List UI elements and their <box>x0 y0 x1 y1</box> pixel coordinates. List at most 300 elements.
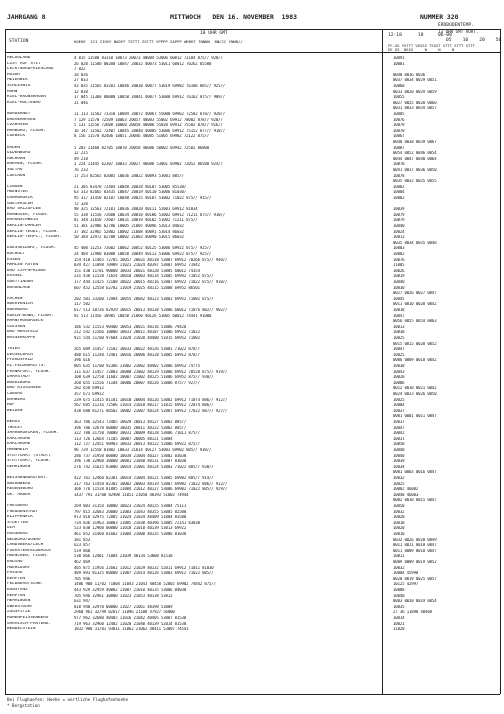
station-observation: 5 131 11556 72608 10060 20058 40086 55020 69912 75582 878// 916// <box>74 123 223 128</box>
station-extra: 10004 45998 <box>393 571 419 576</box>
station-extra: 27 36 11090 40408 <box>393 610 432 615</box>
station-observation: 98 325 12563 72101 10036 20020 40111 52001 69912 81034 <box>74 207 198 212</box>
station-extra: 10042 <box>393 431 405 436</box>
station-extra: 0037 0034 0029 0051 <box>393 78 437 83</box>
station-name: ZUGSPITZE <box>7 610 31 615</box>
station-extra: 0011 0010 0020 0042 <box>393 302 437 307</box>
station-observation: 17 045 11368 80000 10050 20041 40077 53008 69912 76162 875// 909// <box>74 95 226 100</box>
station-extra: 10091 <box>393 56 405 60</box>
station-name: HAHLEN ASTEN <box>7 263 39 268</box>
station-observation: 3 224 11445 62307 10033 20027 40088 53001 69902 72052 86500 924// <box>74 162 223 167</box>
station-name: ERDING <box>7 560 23 564</box>
station-name: PFERDSFELD <box>7 358 33 363</box>
station-observation: 530 866 12401 71004 21039 40134 53008 81530 <box>74 554 173 559</box>
issue-number: NUMMER 320 <box>420 13 459 21</box>
station-name: NEUBURG/DONAU <box>7 537 41 542</box>
station-name: DUESSELDORF, FLUGH. <box>7 246 57 251</box>
station-observation: 117 502 <box>74 302 91 307</box>
station-extra: 0044 0047 0048 0064 <box>393 156 437 161</box>
header-rule-top <box>5 29 500 30</box>
station-extra: 0041 0037 0036 0050 <box>393 168 437 172</box>
table-rule-bottom <box>5 694 500 695</box>
station-observation: 113 726 12664 71105 10007 20005 40121 53004 <box>74 436 173 441</box>
station-name: KL.FELDBERG/TS. <box>7 364 46 368</box>
station-name: COBURG <box>7 392 23 396</box>
station-name: FRANKFURT, FLUGH. <box>7 369 51 374</box>
soil-temp-title: ERDBODENTEMP. <box>438 23 474 28</box>
station-name: PASSAU <box>7 571 23 576</box>
station-extra: 10068 <box>393 84 405 88</box>
station-name: MUEHLDORF <box>7 565 31 570</box>
station-extra: 0001 0001 0011 0047 <box>393 414 437 419</box>
station-observation: 55 338 11556 72608 10034 20018 40106 53002 69912 71211 875// 910// <box>74 212 226 217</box>
station-observation: 151 430 11/01 90000 10033 20021 40120 53005 60012 74354 <box>74 268 200 273</box>
station-name: NUERNBERG <box>7 481 31 486</box>
station-observation: 45 400 11253 72602 10062 20052 40125 53006 69922 875// 925// <box>74 246 212 251</box>
station-name: TRIER <box>7 347 20 352</box>
station-observation: 81 348 31650 72607 10031 20019 40102 51002 71211 875// <box>74 218 198 223</box>
station-extra: 10078 <box>393 162 405 167</box>
station-extra: 10047 <box>393 425 405 430</box>
station-extra: 0015 0015 0020 0052 <box>393 341 437 346</box>
station-name: BERLIN-TEGEL, FLUGH. <box>7 229 59 234</box>
station-extra: 10008 <box>393 588 405 592</box>
station-extra: 10079 <box>393 218 405 223</box>
station-observation: 734 836 31963 30003 11005 21030 40396 53005 72141 83030 <box>74 520 200 525</box>
station-observation: 154 410 11465 72705 10057 20031 40118 53007 69912 70266 875// 940// <box>74 257 228 262</box>
station-extra: 10082 <box>393 252 405 256</box>
station-name: STOETTEN <box>7 520 28 525</box>
station-extra: 0024 0023 0026 0050 <box>393 392 437 396</box>
station-extra: 10021 <box>393 621 405 626</box>
station-name: BREMEN, FLUGH. <box>7 162 44 167</box>
station-extra: 10026 <box>393 268 405 273</box>
range-06-08: 06-08 <box>438 33 452 38</box>
station-name: STUTTGART (STADT) <box>7 453 51 458</box>
station-extra: 10028 <box>393 375 405 380</box>
station-observation: 43 035 11565 83201 10046 20038 40077 53019 69982 76188 885// 925// <box>74 84 226 88</box>
station-observation: 317 763 11450 82302 10002 20003 40119 53007 69902 71022 886// 912// <box>74 481 228 486</box>
station-name: KASSEL <box>7 274 23 279</box>
station-observation: 810 948 32970 00000 11027 21061 48398 53009 <box>74 604 173 609</box>
station-name: KEMPTEN <box>7 576 26 581</box>
station-name: LINGEN <box>7 184 23 189</box>
station-extra: 10020 <box>393 526 405 531</box>
station-observation: 27 033 <box>74 78 88 83</box>
station-observation: 5 203 11468 82705 10070 20058 40086 58002 69942 72582 86800 <box>74 145 210 150</box>
station-observation: 357 671 69922 <box>74 392 104 396</box>
station-extra: 0002 0010 0015 0047 <box>393 498 437 503</box>
station-name: FELDBERG/SCHW. <box>7 582 44 587</box>
station-extra: 10025 <box>393 397 405 402</box>
station-observation: 977 962 32680 40405 11016 21042 40405 53007 81530 <box>74 616 187 620</box>
station-extra: 10020 <box>393 515 405 520</box>
station-observation: 269 803 31154 10000 10023 21024 40125 53004 75111 <box>74 504 187 508</box>
station-extra: 10078 <box>393 173 405 178</box>
station-observation: 396 706 32670 80000 10035 20011 40122 53002 885// <box>74 425 187 430</box>
station-name: SOLTAU <box>7 168 23 172</box>
station-extra: 10050 <box>393 504 405 508</box>
station-name: KIEL-HOLTENAU <box>7 100 41 105</box>
station-extra: 10030 <box>393 364 405 368</box>
station-observation: 12 215 <box>74 151 88 156</box>
station-name: BAD SALZUFLEN <box>7 207 41 212</box>
station-extra: 10082 <box>393 184 405 189</box>
station-observation: 422 761 12460 82301 10014 21004 40121 53005 69902 885// 914// <box>74 476 214 480</box>
station-extra: 10039 <box>393 207 405 212</box>
station-name: MUENSTER <box>7 190 28 195</box>
station-extra: 10024 <box>393 229 405 234</box>
station-observation: 92 513 11456 10905 10050 21060 40126 53005 60012 74441 91000 <box>74 313 212 318</box>
station-extra: 10014 <box>393 616 405 620</box>
station-observation: 438 688 81271 80502 10002 21007 40124 52007 69912 77822 887// 927// <box>74 408 228 413</box>
station-extra: 10037 <box>393 408 405 413</box>
station-extra: 0031 0033 0034 0057 <box>393 106 437 111</box>
station-observation: 177 444 11425 72108 10022 20015 40116 52007 69922 71022 875// 910// <box>74 280 228 284</box>
station-name: BRAUNSCHWEIG <box>7 218 39 223</box>
station-extra: 10002 46002 <box>393 487 419 492</box>
station-name: MUENCHEN, FLUGH. <box>7 554 49 559</box>
station-observation: 705 946 32961 30000 11023 21053 40138 53012 <box>74 593 173 598</box>
station-observation: 96 729 12558 81802 10033 21014 40127 53003 69902 885// 930// <box>74 448 212 452</box>
station-name: HOHN <box>7 89 18 94</box>
station-observation: 719 963 32960 12402 11020 21040 40139 52014 81530 <box>74 621 187 626</box>
station-extra: 10125 42997 <box>393 582 419 587</box>
station-extra: 10047 <box>393 347 405 352</box>
station-extra: 10030 <box>393 330 405 335</box>
station-name: FREIBURG <box>7 504 28 508</box>
station-observation: 268 655 11556 71104 10006 20007 40126 53006 875// 927// <box>74 380 200 385</box>
station-name: MEIERWIK <box>7 78 28 83</box>
station-name: DEUSELBACH <box>7 352 33 357</box>
station-name: OLDENBURG <box>7 151 31 156</box>
station-name: NOERVENICH <box>7 302 33 307</box>
station-extra: 10058 <box>393 442 405 447</box>
station-name: CUXHAVEN <box>7 123 28 128</box>
soil-depths: 05 10 20 50 <box>446 38 502 43</box>
station-name: BOCHOLT <box>7 252 26 256</box>
station-name: LIST AUF SYLT <box>7 61 41 66</box>
column-codes-header: HOEHE III IIHVV NODFF TSTTT ZSTTT VPPPP SAPPP WRRRT TNNNN BNCCC YNNN// <box>74 39 243 44</box>
station-observation: 973 818 32975 72805 11024 21034 48409 51004 83500 <box>74 515 187 520</box>
station-extra: 10018 <box>393 520 405 525</box>
station-extra: 0006 0009 0018 0042 <box>393 358 437 363</box>
station-name: LUECHOW <box>7 173 26 178</box>
station-extra: 0040 0038 0039 0067 <box>393 140 437 144</box>
station-name: WENDELSTEIN <box>7 627 36 632</box>
station-extra: 11020 <box>393 627 405 632</box>
station-extra: 10013 <box>393 235 405 240</box>
station-name: BRAUNLAGE <box>7 285 31 290</box>
station-extra: 10034 <box>393 464 405 469</box>
station-extra: 10010 <box>393 532 405 536</box>
station-observation: 366 776 11528 81805 11004 21012 40127 53006 69902 71022 885// 929// <box>74 487 228 492</box>
station-observation: 523 838 12960 00000 11010 21010 40139 53013 69922 <box>74 526 187 531</box>
station-name: REGENSBURG <box>7 487 33 492</box>
station-name: AHLHORN <box>7 156 26 161</box>
station-extra: 0011 0011 0018 0047 <box>393 543 437 548</box>
station-name: WASSERKUPPE <box>7 336 36 340</box>
station-name: GR. ARBER <box>7 492 31 497</box>
station-extra: 0032 0026 0020 0049 <box>393 537 437 542</box>
station-extra: 0001 0003 0016 0047 <box>393 470 437 475</box>
station-observation: 623 857 <box>74 543 91 548</box>
station-name: ULM <box>7 526 15 531</box>
station-name: AACHEN <box>7 296 23 301</box>
range-12-18: 12-18 <box>388 33 402 38</box>
station-extra: 10070 <box>393 128 405 133</box>
station-name: DARMSTADT <box>7 375 31 380</box>
station-observation: 443 929 32959 40002 11007 21010 40135 53006 84030 <box>74 588 187 592</box>
station-observation: 63 313 82665 83435 10047 20019 40110 53006 81030/ <box>74 190 187 195</box>
station-observation: 462 869 <box>74 560 91 564</box>
station-name: GUETERSLOH <box>7 201 33 206</box>
mid-title: 18 UHR GMT <box>200 31 228 36</box>
station-name: SCHLESWIG <box>7 84 31 88</box>
station-extra: 10030 <box>393 285 405 290</box>
station-name: NORDERNEY <box>7 112 31 116</box>
station-extra: 0035 0032 0035 0055 <box>393 179 437 184</box>
station-name: KEMPTEN <box>7 593 26 598</box>
station-extra: 10085 <box>393 112 405 116</box>
volume-label: JAHRGANG 8 <box>7 13 46 21</box>
footnote-mountain: * Bergstation <box>7 703 40 708</box>
station-observation: 31 046 <box>74 100 88 105</box>
station-extra: 10032 <box>393 565 405 570</box>
station-extra: 10025 <box>393 336 405 340</box>
station-observation: 12 038 <box>74 89 88 94</box>
station-extra: 10037 <box>393 420 405 424</box>
station-observation: 202 501 33200 72904 10055 20042 40123 53003 69952 71082 875// <box>74 296 214 301</box>
station-name: OBERSTDORF <box>7 604 33 609</box>
date-line: MITTWOCH DEN 16. NOVEMBER 1983 <box>170 13 297 21</box>
station-name: LECK/NORDFRIESLAND <box>7 67 54 72</box>
station-name: HANNOVER, FLUGH. <box>7 212 49 217</box>
station-name: HOF <box>7 403 15 408</box>
station-observation: 76 233 <box>74 168 88 172</box>
station-observation: 567 685 11216 72506 11014 21018 40117 51015 69912 72074 886// <box>74 403 214 408</box>
station-extra: 10045 <box>393 296 405 301</box>
station-observation: 11 113 11562 73310 10084 20072 40067 55000 69962 72582 878// 920// <box>74 112 226 116</box>
station-observation: 396 616 <box>74 358 91 363</box>
station-name: LANDSBERG/LECH <box>7 543 44 548</box>
station-name: BERUS <box>7 420 20 424</box>
station-name: BAMBERG <box>7 397 26 402</box>
station-observation: 239 675 11415 81101 10010 20004 40126 53002 69912 71074 886// 912// <box>74 397 228 402</box>
station-extra: 10040 <box>393 280 405 284</box>
frame-right <box>500 29 501 694</box>
station-extra: 10081 <box>393 61 405 66</box>
station-extra: 0035 0034 0035 0048 <box>393 240 437 245</box>
station-extra: 10040 46003 <box>393 492 419 497</box>
station-extra: 10083 <box>393 246 405 251</box>
station-name: WEISSENBURG/BAY. <box>7 476 49 480</box>
column-divider <box>382 29 383 694</box>
station-observation: 21 305 83470 72404 10048 20028 40107 53005 85530/ <box>74 184 187 189</box>
station-name: BAD LIPPSPRINGE <box>7 268 46 273</box>
station-extra: 10039 <box>393 459 405 464</box>
station-observation: 7 022 <box>74 67 86 72</box>
station-name: ESSEN <box>7 257 20 262</box>
station-extra: 0012 0010 0021 0042 <box>393 386 437 391</box>
station-observation: 1437 791 31/00 82908 11051 21058 48393 51002 74944 <box>74 492 189 497</box>
station-observation: 839 427 11098 70909 11021 21024 40397 53007 69952 71942 <box>74 263 200 268</box>
station-extra: 11005 <box>393 263 405 268</box>
station-name: KOELN-BONN, FLUGH. <box>7 313 54 318</box>
station-observation: 322 708 31750 70000 10031 20009 40128 53006 71011 875// <box>74 431 200 436</box>
station-observation: 108 639 12758 11602 10007 21002 40125 51006 69952 875// 930// <box>74 375 214 380</box>
station-observation: 24 404 12980 83008 10058 20049 40113 53006 69922 875// 925// <box>74 252 212 256</box>
station-name: KONSTANZ <box>7 588 28 592</box>
station-observation: 265 609 31457 72102 10033 20022 40126 53001 71022 878// <box>74 347 200 352</box>
station-extra: 10087 <box>393 145 405 150</box>
station-name: FUERSTENFELDBRUCK <box>7 548 51 553</box>
station-extra: 0009 0009 0019 0052 <box>393 560 437 564</box>
station-name: OEHRINGEN <box>7 464 31 469</box>
station-name: SAARBRUECKEN, FLUGH. <box>7 431 59 436</box>
station-extra: 0020 0019 0025 0057 <box>393 576 437 581</box>
station-extra: 10032 <box>393 509 405 514</box>
station-extra: 0054 0052 0046 0054 <box>393 151 437 156</box>
footnote-airport: Bei Flughaefen: Hoehe = oertliche Flughafenhoehe <box>7 697 129 702</box>
station-name: NUERBURG <box>7 308 28 312</box>
station-name: LUEBECK <box>7 134 26 139</box>
station-extra: 10079 <box>393 212 405 217</box>
station-observation: 396 738 32960 30000 10001 21040 40131 53007 83030 <box>74 459 187 464</box>
station-observation: 1832 980 31/01 93011 11062 21062 48411 53007 74541 <box>74 627 189 632</box>
station-observation: 186 532 11553 90400 10053 20021 40116 53006 79420 <box>74 324 187 329</box>
station-observation: 705 946 <box>74 576 91 581</box>
station-name: BAD HERSFELD <box>7 330 39 335</box>
station-name: HOHENPEISSENBERG <box>7 616 49 620</box>
station-observation: 28 026 <box>74 72 88 77</box>
station-extra: 0056 0055 0054 0063 <box>393 319 437 324</box>
station-observation: 282 658 69912 <box>74 386 104 391</box>
station-name: HAHN/HUNSRUECK <box>7 319 44 324</box>
station-name: MEMMINGEN <box>7 599 31 604</box>
station-extra: 10025 <box>393 352 405 357</box>
station-observation: 2960 961 32/99 02817 11096 21108 47927 56000 <box>74 610 175 615</box>
right-codes-header: FF-GG YSTTT VESSS TSSST STTT STTT STTT <box>388 43 475 48</box>
station-observation: 617 513 10726 82929 10015 20013 40128 52006 60012 71076 882// 902// <box>74 308 228 312</box>
station-name: MANNHEIM <box>7 448 28 452</box>
station-observation: 49 218 <box>74 156 88 161</box>
station-name: AUGSBURG <box>7 532 28 536</box>
station-extra: 10084 <box>393 190 405 195</box>
range-18: 18 <box>418 33 424 38</box>
frame-left <box>5 29 6 694</box>
station-observation: 286 737 31950 00000 10034 21004 40127 53002 83030 <box>74 453 187 458</box>
station-extra: 10019 <box>393 274 405 279</box>
station-extra: 10079 <box>393 123 405 128</box>
station-header: STATION <box>9 39 29 44</box>
station-observation: 95 317 31450 82107 10040 20025 40107 53002 71022 875// 915// <box>74 196 212 200</box>
station-extra: 0027 0026 0027 0047 <box>393 291 437 296</box>
station-extra: 10004 <box>393 403 405 408</box>
station-extra: 10035 <box>393 604 405 609</box>
station-observation: 17 253 82565 82005 10036 20022 40093 53001 885// <box>74 173 184 178</box>
station-extra: 10011 <box>393 554 405 559</box>
station-observation: 480 615 11240 72401 10016 20006 40128 53005 69912 878// <box>74 352 200 357</box>
station-observation: 631 947 <box>74 599 91 604</box>
station-extra: 0033 0020 0029 0059 <box>393 89 437 94</box>
station-extra: 10047 <box>393 313 405 318</box>
station-extra: 10032 <box>393 476 405 480</box>
station-name: GIESSEN <box>7 324 26 329</box>
station-extra: 10040 <box>393 593 405 598</box>
station-extra: 10031 <box>393 436 405 441</box>
station-extra: 0027 0025 0028 0060 <box>393 100 437 105</box>
station-observation: 4 015 11580 83310 10073 20073 40084 53006 60012 72184 875// 928// <box>74 56 223 60</box>
station-name: KIEL-KRONSHAGEN <box>7 95 46 100</box>
station-observation: 26 020 11580 80208 10047 20032 40073 53011 60012 70262 85500 <box>74 61 212 66</box>
station-extra: 10018 <box>393 308 405 312</box>
station-name: HUSUM <box>7 72 20 77</box>
station-observation: 231 438 11520 71654 10010 20003 40114 52005 69942 71052 875// <box>74 274 214 279</box>
station-observation: 797 815 32683 20000 11003 21043 40355 53005 82500 <box>74 509 187 514</box>
station-name: STUTTGART, FLUGH. <box>7 459 51 464</box>
station-name: BERLIN-TEMPL., FLUGH. <box>7 235 62 240</box>
station-extra: 10082 <box>393 196 405 200</box>
station-observation: 72 320 <box>74 201 88 206</box>
station-name: KARLSRUHE <box>7 442 31 447</box>
station-name: EMDEN <box>7 145 20 150</box>
station-name: KARLSRUHE <box>7 436 31 441</box>
station-extra: 10006 <box>393 380 405 385</box>
station-observation: 363 706 32543 73405 10029 20013 40127 53002 885// <box>74 420 187 424</box>
station-observation: 805 635 11/00 92306 11002 21002 40402 52006 69952 74775 <box>74 364 200 368</box>
station-extra: 0040 0036 0036 <box>393 72 426 77</box>
station-name: WUERZBURG <box>7 380 31 385</box>
soil-temp-time: 13 UHR GMT VORT. <box>438 29 479 34</box>
station-extra: 10040 <box>393 224 405 228</box>
station-name: WEIDEN <box>7 408 23 413</box>
station-observation: 112 727 12451 90903 10033 20013 40122 52006 69922 875// <box>74 442 200 447</box>
station-extra: 0011 0009 0018 0047 <box>393 548 437 553</box>
station-observation: 37 382 32965 52802 10002 21008 40091 53014 86032 <box>74 229 184 234</box>
station-extra: 10067 <box>393 134 405 139</box>
station-extra: 10040 <box>393 453 405 458</box>
station-extra: 10055 <box>393 95 405 100</box>
station-extra: 10040 <box>393 448 405 452</box>
station-name: BERLIN-DAHLEM <box>7 224 41 228</box>
station-observation: 607 452 12558 62702 11019 21025 40115 52008 69952 86501 <box>74 285 200 290</box>
station-observation: 51 381 32906 62706 10005 21005 40096 52013 84032 <box>74 224 184 228</box>
station-name: HELGOLAND <box>7 56 31 60</box>
station-observation: 381 853 <box>74 537 91 542</box>
station-name: OSNABRUECK <box>7 196 33 200</box>
station-observation: 8 156 11570 82406 10051 20046 40085 51005 69902 72122 875// <box>74 134 210 139</box>
station-name: HAMBURG, FLUGH. <box>7 128 46 133</box>
station-name: GOETTINGEN <box>7 280 33 284</box>
station-observation: 276 742 31625 83000 10014 21001 40124 53003 71022 885// 930// <box>74 464 214 469</box>
station-extra: 0003 0010 0019 0054 <box>393 599 437 604</box>
station-observation: 409 893 81325 80000 11007 21014 40126 53003 69912 71022 885// <box>74 571 214 576</box>
station-observation: 1486 908 11/02 71004 11043 21043 48458 52005 69902 74842 875// <box>74 582 216 587</box>
station-observation: 519 860 <box>74 548 91 553</box>
station-name: THOLEY <box>7 425 23 430</box>
station-name: BAD KISSINGEN <box>7 386 41 391</box>
station-extra: 10076 <box>393 257 405 262</box>
station-observation: 921 544 11/00 97604 11020 21020 40400 51015 69952 71082 <box>74 336 200 340</box>
header-rule-bottom <box>5 52 500 53</box>
station-extra: 10025 <box>393 481 405 486</box>
station-observation: 405 875 11956 22602 11012 21029 40132 52011 69912 71011 81030 <box>74 565 214 570</box>
station-name: BREMERHAVEN <box>7 117 36 122</box>
station-name: GARMISCH-PARTENK. <box>7 621 51 626</box>
station-observation: 461 852 31460 81602 11004 21000 40135 53006 81030 <box>74 532 187 536</box>
station-observation: 16 147 11562 72407 10045 20048 40085 53006 69912 75152 877// 910// <box>74 128 226 133</box>
